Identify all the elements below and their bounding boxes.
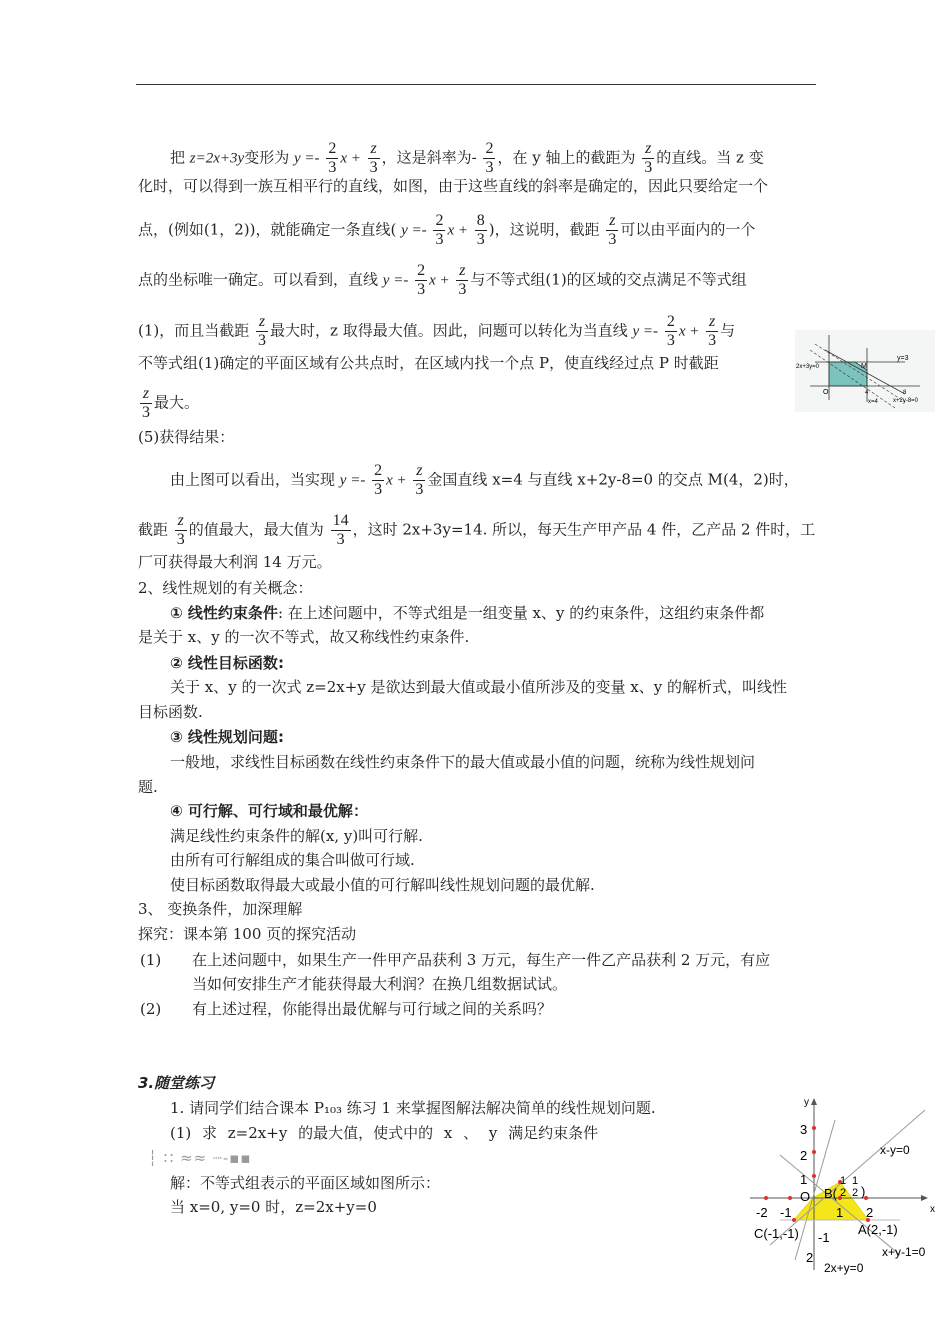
tick-x-neg2: -2 (756, 1205, 768, 1220)
practice-title: 3.随堂练习 (138, 1074, 215, 1092)
tick-x-neg1: -1 (780, 1205, 792, 1220)
B-frac1-den: 2 (840, 1187, 847, 1199)
label-2x3y: 2x+3y=0 (796, 364, 820, 370)
tick-8: 8 (903, 390, 907, 396)
concept2-line2: 目标函数. (138, 703, 203, 721)
line-x-y-1: x+y-1=0 (882, 1245, 926, 1259)
section3-title: 3、 变换条件，加深理解 (138, 900, 303, 918)
practice-line3-blurred: ┆ ∷ ≈≈ ┈-▪▪ (148, 1149, 252, 1167)
step5-title: (5)获得结果： (138, 428, 235, 446)
concept3-head: ③ 线性规划问题: (170, 728, 284, 746)
p1-line7: $\frac{z}{3}$ 最大。 (142, 385, 200, 421)
point-B-label: B( (824, 1186, 837, 1201)
B-frac2-num: 1 (852, 1175, 859, 1187)
step5-line2: 截距 $\frac{z}{3}$ 的值最大，最大值为 $\frac{14}{3}$ ，这时 2x+3y=14. 所以，每天生产甲产品 4 件，乙产品 2 件时，工 (138, 512, 816, 548)
axis-y-label: y (804, 1097, 809, 1108)
tick-y3: 3 (800, 1122, 808, 1137)
tick-y-2-low: 2 (806, 1250, 814, 1265)
B-frac2-den: 2 (852, 1187, 859, 1199)
B-close: ) (861, 1184, 866, 1199)
figure-feasible-region (795, 330, 935, 412)
line-2x-y-0: 2x+y=0 (824, 1261, 864, 1275)
B-frac1-num: 1 (840, 1175, 847, 1187)
concept3-line1: 一般地，求线性目标函数在线性约束条件下的最大值或最小值的问题，统称为线性规划问 (170, 753, 756, 771)
point-C-label: C(-1,-1) (754, 1226, 799, 1241)
tick-4: 4 (865, 390, 869, 396)
concept4-line1: 满足线性约束条件的解(x, y)叫可行解. (170, 827, 423, 845)
concept3-line2: 题. (138, 778, 158, 796)
tick-y2: 2 (800, 1148, 808, 1163)
p1-line6: 不等式组(1)确定的平面区域有公共点时，在区域内找一个点 P，使直线经过点 P 时截距 (138, 354, 719, 372)
frac-2-3b: $\frac{2}{3}$ (485, 140, 494, 176)
q1-line1: 在上述问题中，如果生产一件甲产品获利 3 万元，每生产一件乙产品获利 2 万元，有应 (192, 951, 771, 969)
p1-line5: (1)，而且当截距 $\frac{z}{3}$ 最大时，z 取得最大值。因此，问题可以转化为当直线 y =- $\frac{2}{3}$ x + $\frac{z}{3}$ 与 (138, 313, 736, 349)
concept4-head: ④ 可行解、可行域和最优解： (170, 802, 368, 820)
q2-number: (2) (140, 1000, 162, 1018)
concept4-line2: 由所有可行解组成的集合叫做可行域. (170, 851, 415, 869)
axis-x-label: x (930, 1204, 935, 1215)
frac-2-3: $\frac{2}{3}$ (328, 140, 337, 176)
concept4-line3: 使目标函数取得最大或最小值的可行解叫线性规划问题的最优解. (170, 876, 595, 894)
concept2-line1: 关于 x、y 的一次式 z=2x+y 是欲达到最大值或最小值所涉及的变量 x、y 的解析式，叫线性 (170, 678, 787, 696)
concepts-title: 2、线性规划的有关概念： (138, 579, 313, 597)
label-x4: x=4 (868, 399, 878, 405)
label-O: O (823, 389, 829, 396)
label-y3: y=3 (897, 355, 909, 362)
concept1-line2: 是关于 x、y 的一次不等式，故又称线性约束条件. (138, 628, 470, 646)
origin-label: O (800, 1189, 811, 1204)
tick-y1: 1 (800, 1172, 808, 1187)
practice-line4: 解：不等式组表示的平面区域如图所示： (170, 1174, 441, 1192)
frac-z-3: $\frac{z}{3}$ (369, 140, 378, 176)
tick-x-2: 2 (866, 1205, 874, 1220)
q1-number: (1) (140, 951, 162, 969)
q1-line2: 当如何安排生产才能获得最大利润？在换几组数据试试。 (192, 975, 568, 993)
step5-line1: 由上图可以看出，当实现 y =- $\frac{2}{3}$ x + $\frac{z}{3}$ 金国直线 x=4 与直线 x+2y-8=0 的交点 M(4，2)时， (170, 462, 799, 498)
frac-z-3b: $\frac{z}{3}$ (644, 140, 653, 176)
practice-line1: 1. 请同学们结合课本 P₁₀₃ 练习 1 来掌握图解法解决简单的线性规划问题. (170, 1099, 656, 1117)
label-x2y8: x+2y-8=0 (893, 398, 919, 404)
step5-line3: 厂可获得最大利润 14 万元。 (138, 553, 332, 571)
p1-line2: 化时，可以得到一族互相平行的直线，如图，由于这些直线的斜率是确定的，因此只要给定一个 (138, 177, 769, 195)
practice-line5: 当 x=0, y=0 时，z=2x+y=0 (170, 1198, 377, 1216)
q2-line1: 有上述过程，你能得出最优解与可行域之间的关系吗？ (192, 1000, 553, 1018)
p1-line3: 点，(例如(1，2))，就能确定一条直线( y =- $\frac{2}{3}$ x + $\frac{8}{3}$ )，这说明，截距 $\frac{z}{3}$ 可以由平面内的一个 (138, 212, 756, 248)
label-M: M (861, 363, 867, 370)
section3-explore: 探究：课本第 100 页的探究活动 (138, 925, 357, 943)
header-rule (136, 84, 816, 85)
practice-line2: (1) 求 z=2x+y 的最大值，使式中的 x 、 y 满足约束条件 (170, 1124, 599, 1142)
point-A-label: A(2,-1) (858, 1222, 898, 1237)
line-x-y-0: x-y=0 (880, 1143, 910, 1157)
p1-line1: 把 z=2x+3y变形为 y =- $\frac{2}{3}$ x + $\frac{z}{3}$ ，这是斜率为- $\frac{2}{3}$ ，在 y 轴上的截距为 $\frac{z}{3}$ 的直线。当 z 变 (170, 140, 764, 176)
p1-line4: 点的坐标唯一确定。可以看到，直线 y =- $\frac{2}{3}$ x + $\frac{z}{3}$ 与不等式组(1)的区域的交点满足不等式组 (138, 262, 747, 298)
tick-y-neg1: -1 (818, 1230, 830, 1245)
concept1-line1: ① 线性约束条件: 在上述问题中，不等式组是一组变量 x、y 的约束条件，这组约束条件都 (170, 604, 765, 622)
concept2-head: ② 线性目标函数: (170, 654, 284, 672)
figure-practice-region (740, 1090, 945, 1275)
tick-x-1: 1 (836, 1205, 844, 1220)
